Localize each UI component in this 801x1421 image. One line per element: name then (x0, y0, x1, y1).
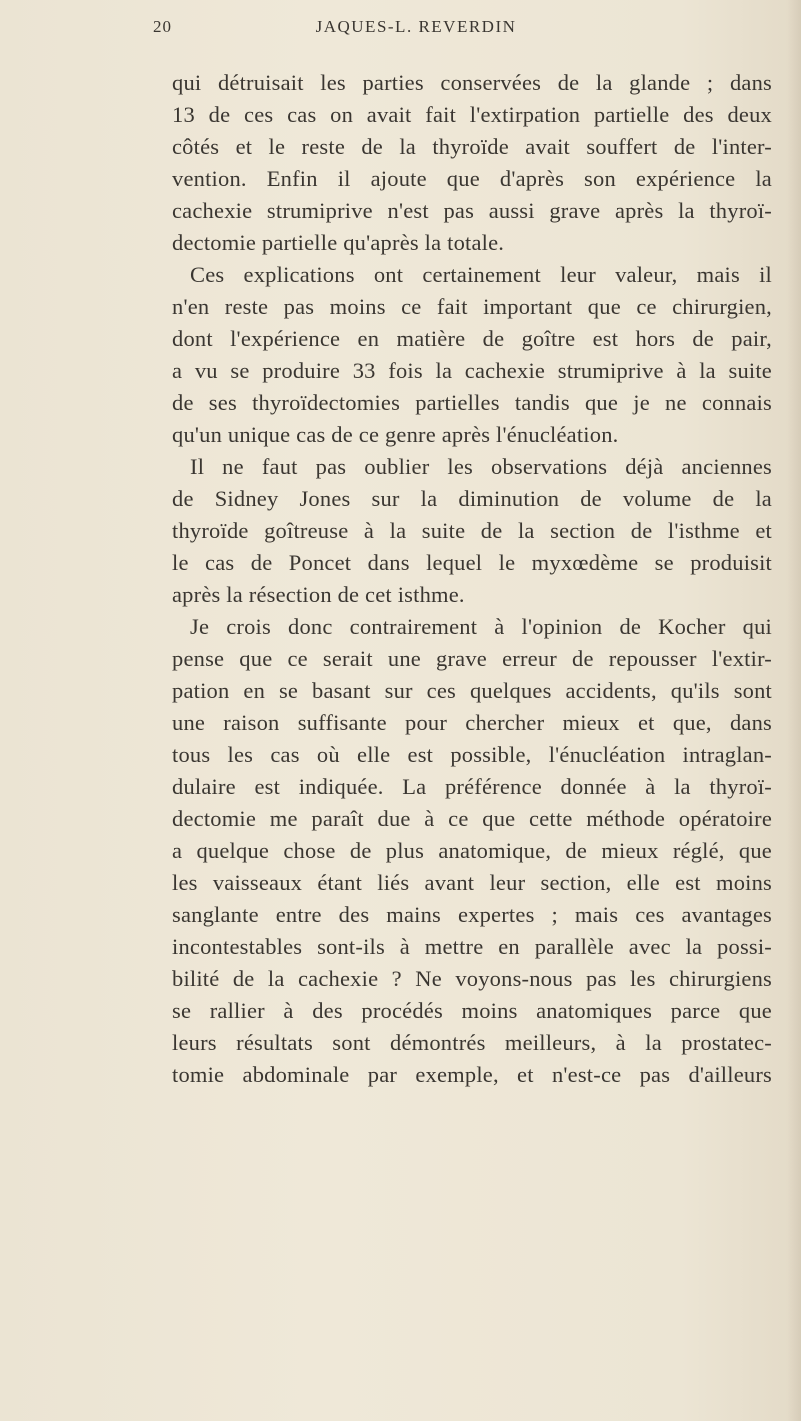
text-line: dectomie partielle qu'après la totale. (172, 230, 505, 255)
text-line: Il ne faut pas oublier les observations déjà anciennes (190, 454, 772, 479)
text-line: de ses thyroïdectomies partielles tandis que je ne connais (172, 390, 772, 415)
text-line: leurs résultats sont démontrés meilleurs, à la prostatec- (172, 1030, 772, 1055)
text-line: se rallier à des procédés moins anatomiques parce que (172, 998, 772, 1023)
text-line: dulaire est indiquée. La préférence donnée à la thyroï- (172, 774, 772, 799)
text-line: pense que ce serait une grave erreur de repousser l'extir- (172, 646, 772, 671)
text-line: dectomie me paraît due à ce que cette méthode opératoire (172, 806, 772, 831)
text-line: une raison suffisante pour chercher mieux et que, dans (172, 710, 772, 735)
text-line: thyroïde goîtreuse à la suite de la section de l'isthme et (172, 518, 772, 543)
text-line: a quelque chose de plus anatomique, de mieux réglé, que (172, 838, 772, 863)
text-line: cachexie strumiprive n'est pas aussi grave après la thyroï- (172, 198, 772, 223)
text-line: les vaisseaux étant liés avant leur section, elle est moins (172, 870, 772, 895)
text-line: Je crois donc contrairement à l'opinion de Kocher qui (190, 614, 772, 639)
page-edge-shadow (787, 0, 801, 1421)
text-line: n'en reste pas moins ce fait important que ce chirurgien, (172, 294, 772, 319)
text-line: incontestables sont-ils à mettre en parallèle avec la possi- (172, 934, 772, 959)
text-line: 13 de ces cas on avait fait l'extirpation partielle des deux (172, 102, 772, 127)
page-header (0, 17, 801, 41)
body-text (172, 67, 772, 1091)
text-line: de Sidney Jones sur la diminution de volume de la (172, 486, 772, 511)
text-line: après la résection de cet isthme. (172, 582, 465, 607)
text-line: tomie abdominale par exemple, et n'est-ce pas d'ailleurs (172, 1062, 772, 1087)
text-line: Ces explications ont certainement leur valeur, mais il (190, 262, 772, 287)
text-line: côtés et le reste de la thyroïde avait souffert de l'inter- (172, 134, 772, 159)
text-line: pation en se basant sur ces quelques accidents, qu'ils sont (172, 678, 772, 703)
text-line: dont l'expérience en matière de goître est hors de pair, (172, 326, 772, 351)
text-line: sanglante entre des mains expertes ; mais ces avantages (172, 902, 772, 927)
running-title: JAQUES-L. REVERDIN (315, 17, 517, 36)
text-line: vention. Enfin il ajoute que d'après son expérience la (172, 166, 772, 191)
text-line: qui détruisait les parties conservées de la glande ; dans (172, 70, 772, 95)
text-line: qu'un unique cas de ce genre après l'énucléation. (172, 422, 619, 447)
text-line: le cas de Poncet dans lequel le myxœdème se produisit (172, 550, 772, 575)
page-number: 20 (153, 17, 172, 36)
text-line: a vu se produire 33 fois la cachexie strumiprive à la suite (172, 358, 772, 383)
text-line: bilité de la cachexie ? Ne voyons-nous pas les chirurgiens (172, 966, 772, 991)
text-line: tous les cas où elle est possible, l'énucléation intraglan- (172, 742, 772, 767)
